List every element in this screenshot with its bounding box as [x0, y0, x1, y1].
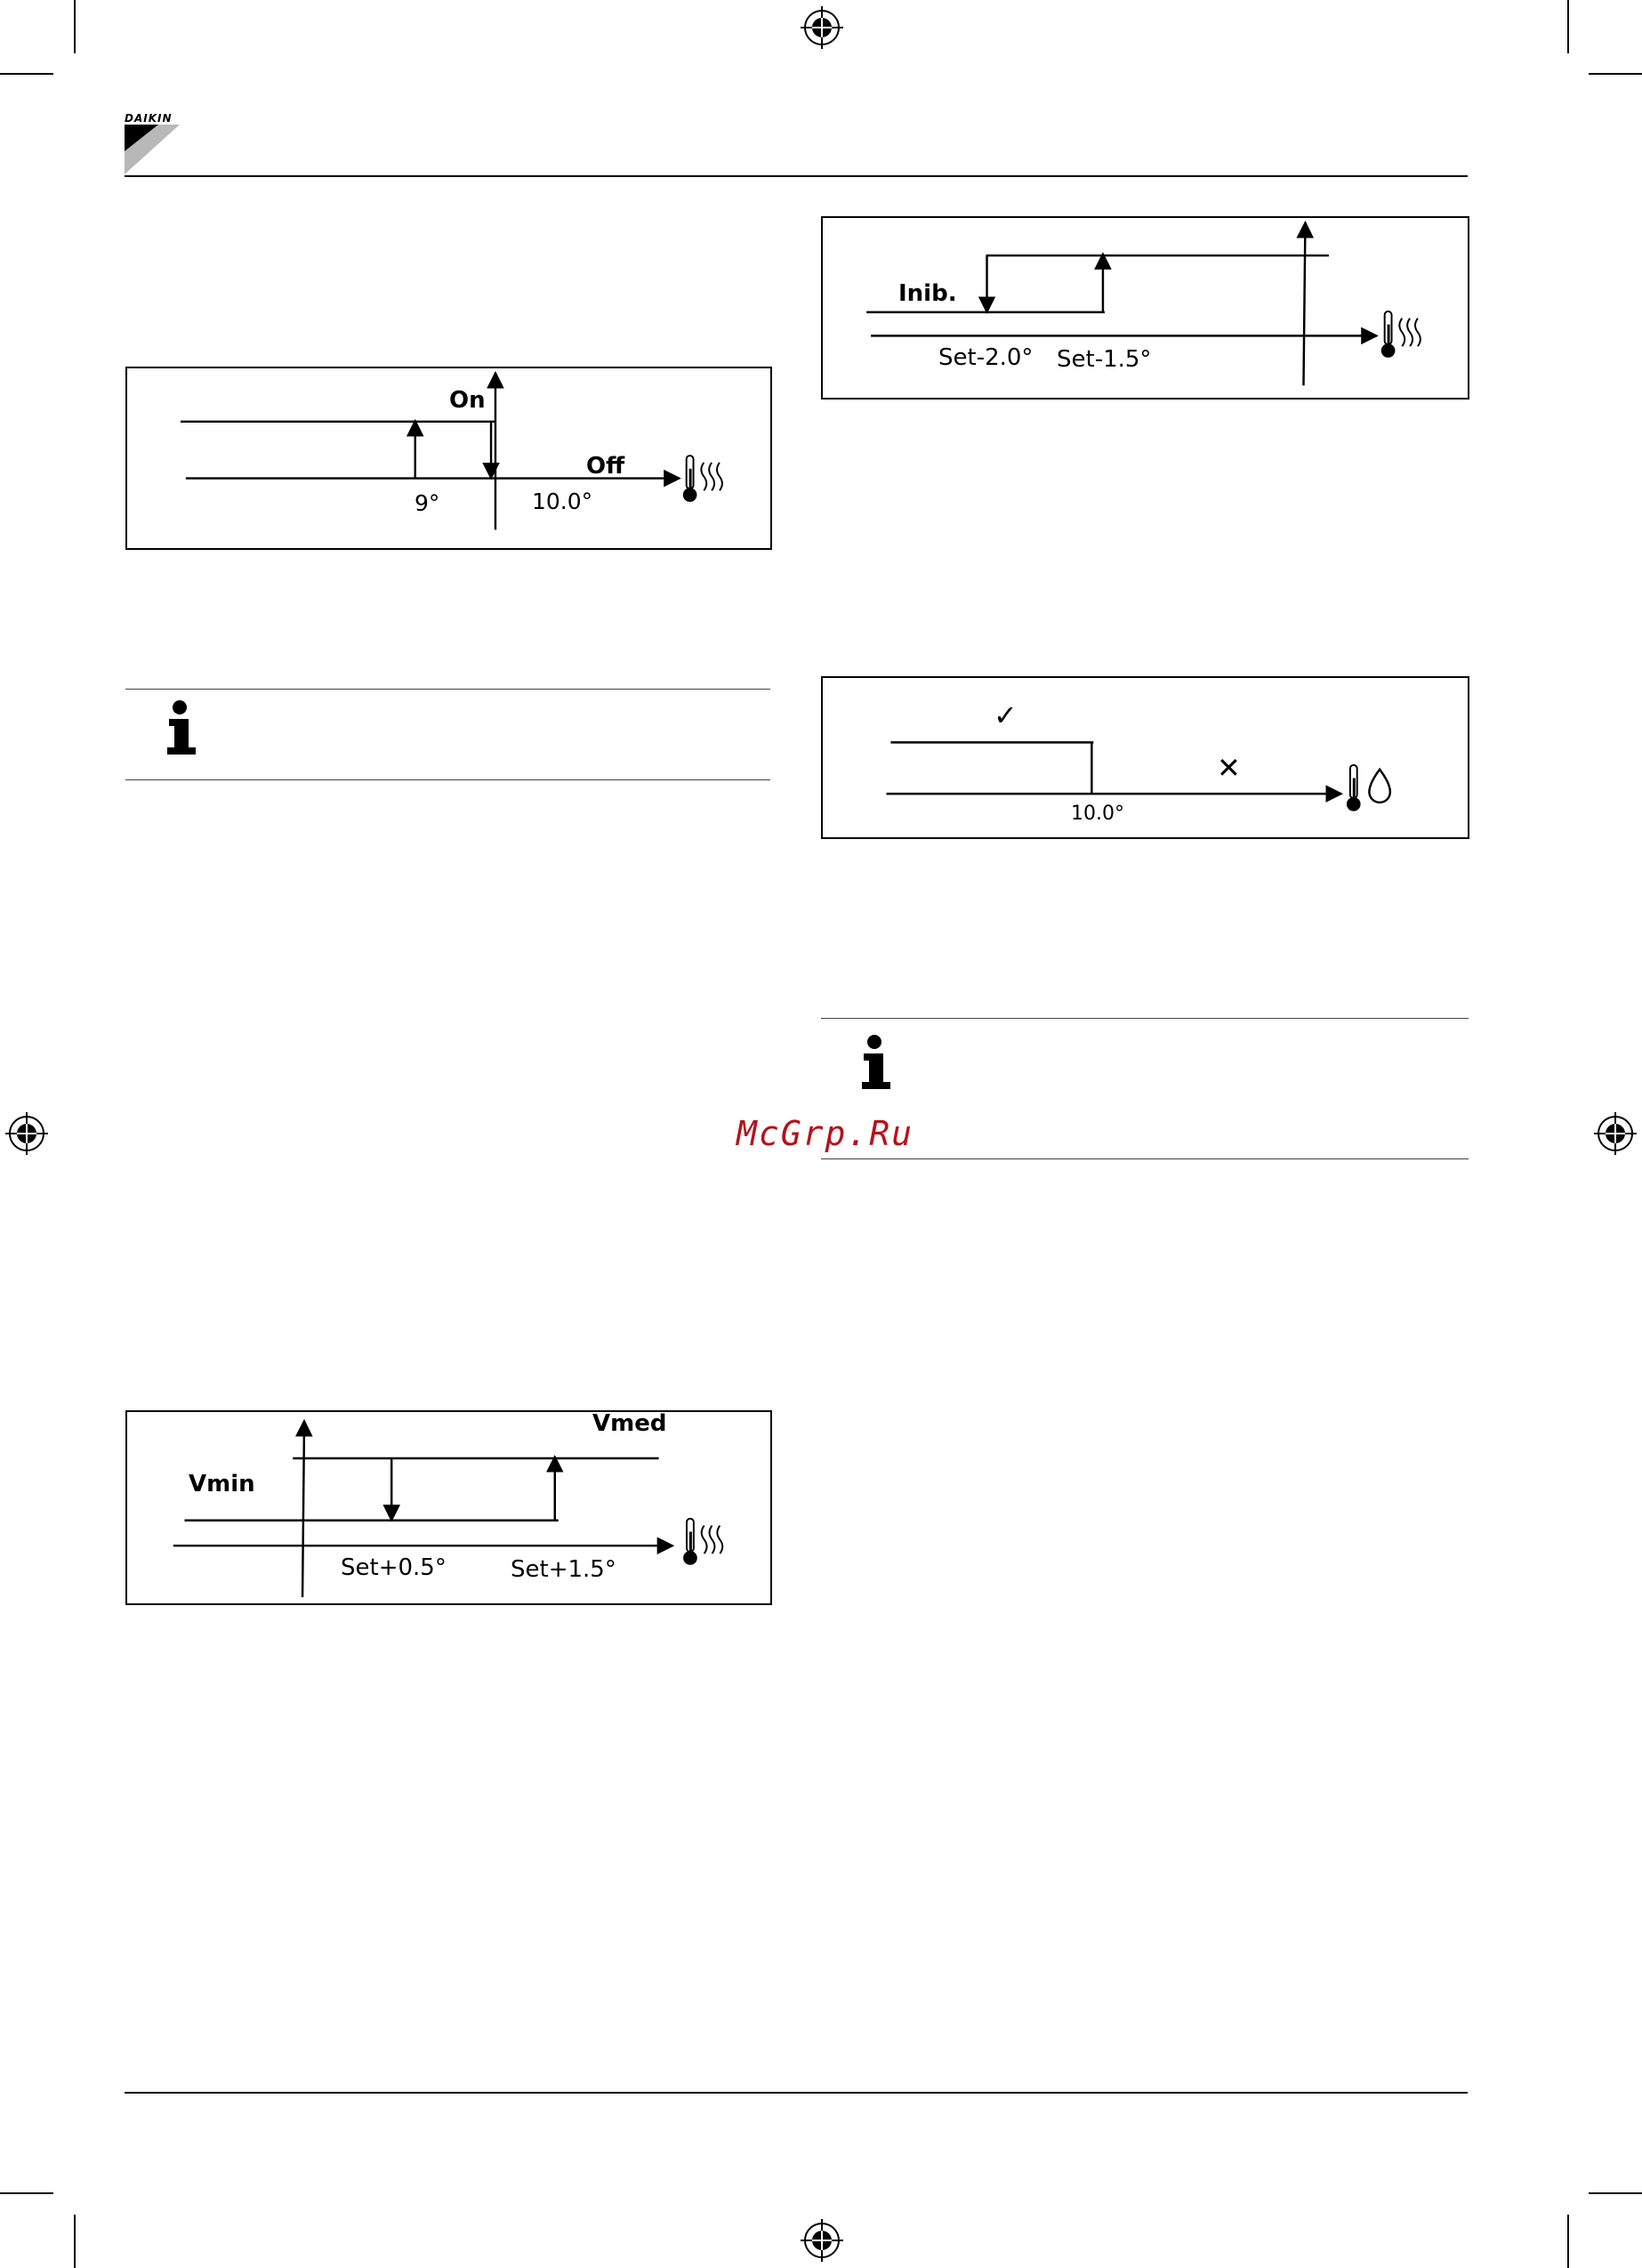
crop-mark: [0, 2192, 53, 2194]
header-rule: [125, 175, 1468, 177]
thermometer-heat-icon: [683, 456, 722, 502]
registration-mark-top: [799, 4, 845, 51]
figure-inhibit: [821, 216, 1469, 400]
tick-label: 10.0°: [1071, 803, 1124, 825]
crop-mark: [0, 73, 53, 75]
tick-high-label: Set+1.5°: [511, 1556, 616, 1583]
tick-low-label: 9°: [415, 490, 440, 516]
state-inhibit-label: Inib.: [898, 280, 957, 307]
registration-mark-right: [1592, 1110, 1638, 1157]
speed-high-label: Vmed: [592, 1410, 667, 1437]
crop-mark: [1567, 2215, 1569, 2268]
enable-diagram: [823, 678, 1468, 837]
fan-speed-diagram: [127, 1412, 770, 1603]
footer-rule: [125, 2092, 1468, 2094]
note-rule-top: [821, 1018, 1469, 1019]
state-on-label: On: [449, 387, 486, 414]
brand-wordmark: DAIKIN: [125, 112, 173, 125]
note-rule-bottom: [125, 779, 770, 780]
brand-logo-icon: [125, 125, 180, 174]
crop-mark: [1589, 73, 1642, 75]
figure-enable: [821, 676, 1469, 839]
info-icon: [860, 1034, 894, 1093]
state-off-label: Off: [586, 453, 625, 480]
info-icon: [165, 699, 199, 758]
tick-high-label: 10.0°: [532, 488, 593, 514]
thermometer-heat-icon: [683, 1519, 722, 1565]
crop-mark: [74, 0, 76, 53]
registration-mark-left: [4, 1110, 50, 1157]
thermometer-heat-icon: [1381, 311, 1421, 358]
watermark-text: McGrp.Ru: [736, 1114, 914, 1153]
note-rule-bottom: [821, 1158, 1469, 1159]
tick-low-label: Set+0.5°: [341, 1554, 447, 1581]
tick-low-label: Set-2.0°: [938, 344, 1034, 371]
crop-mark: [74, 2215, 76, 2268]
note-rule-top: [125, 689, 770, 690]
tick-high-label: Set-1.5°: [1057, 346, 1152, 373]
header-logo: [125, 112, 181, 174]
registration-mark-bottom: [799, 2217, 845, 2264]
crop-mark: [1567, 0, 1569, 53]
figure-on-off: [125, 367, 772, 550]
thermometer-drop-icon: [1347, 765, 1390, 811]
crop-mark: [1589, 2192, 1642, 2194]
figure-fan-speed: [125, 1410, 772, 1605]
check-icon: ✓: [994, 698, 1018, 732]
cross-icon: ✕: [1217, 751, 1241, 785]
speed-low-label: Vmin: [189, 1471, 255, 1497]
